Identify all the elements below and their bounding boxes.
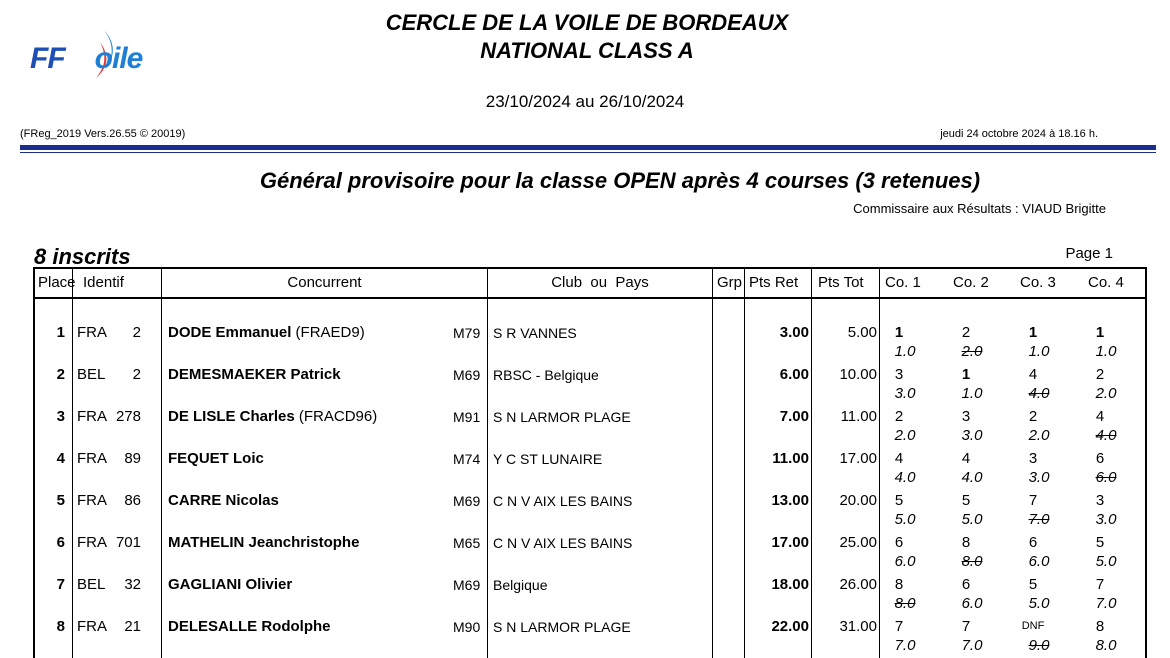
col-header-race-4: Co. 4 <box>1088 274 1124 291</box>
points-retained: 17.00 <box>771 534 809 551</box>
points-total: 11.00 <box>840 408 877 425</box>
race-points: 3.0 <box>961 427 983 444</box>
sail-number: 701 <box>115 534 141 551</box>
competitor-name: DEMESMAEKER Patrick <box>168 366 341 383</box>
club: S N LARMOR PLAGE <box>493 619 631 635</box>
class-title: NATIONAL CLASS A <box>480 38 694 63</box>
race-position: 3 <box>1028 450 1038 467</box>
sail-number: 89 <box>124 450 141 467</box>
logo-wordmark: FF oile <box>30 42 143 75</box>
points-total: 10.00 <box>839 366 877 383</box>
race-points: 6.0 <box>1095 469 1117 486</box>
sail-number: 21 <box>124 618 141 635</box>
race-position: 1 <box>1095 324 1105 341</box>
club: Belgique <box>493 577 548 593</box>
race-position: 1 <box>961 366 971 383</box>
club: S N LARMOR PLAGE <box>493 409 631 425</box>
competitor-name: MATHELIN Jeanchristophe <box>168 534 360 551</box>
race-points: 6.0 <box>894 553 916 570</box>
race-position: 8 <box>961 534 971 551</box>
sail-nation: FRA <box>77 324 107 341</box>
place: 5 <box>56 492 65 509</box>
race-position: 6 <box>961 576 971 593</box>
race-position: 4 <box>961 450 971 467</box>
sail-nation: BEL <box>77 576 106 593</box>
header-underline <box>35 297 1145 299</box>
race-position: 4 <box>1095 408 1105 425</box>
sail-number: 278 <box>115 408 141 425</box>
col-divider <box>72 269 73 658</box>
club: C N V AIX LES BAINS <box>493 535 633 551</box>
col-divider <box>487 269 488 658</box>
sail-nation: FRA <box>77 450 107 467</box>
sail-nation: FRA <box>77 534 107 551</box>
sail-nation: FRA <box>77 492 107 509</box>
race-position: 8 <box>1095 618 1105 635</box>
sail-nation: FRA <box>77 618 107 635</box>
col-divider <box>712 269 713 658</box>
race-points: 3.0 <box>1095 511 1117 528</box>
race-position: 2 <box>1095 366 1105 383</box>
sail-number: 2 <box>132 366 141 383</box>
competitor-name: DE LISLE Charles (FRACD96) <box>168 408 378 425</box>
page-number: Page 1 <box>1065 245 1113 262</box>
race-points: 7.0 <box>1028 511 1050 528</box>
race-points: 6.0 <box>1028 553 1050 570</box>
race-points: 8.0 <box>961 553 983 570</box>
race-position: 1 <box>1028 324 1038 341</box>
race-position: 6 <box>1028 534 1038 551</box>
points-total: 25.00 <box>839 534 877 551</box>
race-points: 4.0 <box>1028 385 1050 402</box>
race-position: 2 <box>894 408 904 425</box>
race-points: 1.0 <box>1028 343 1050 360</box>
race-points: 9.0 <box>1028 637 1050 654</box>
licence-id: (FRACD96) <box>294 408 378 425</box>
race-points: 8.0 <box>1095 637 1117 654</box>
col-header-concurrent: Concurrent <box>287 274 362 291</box>
race-position: 7 <box>1028 492 1038 509</box>
race-points: 3.0 <box>894 385 916 402</box>
race-points: 5.0 <box>1028 595 1050 612</box>
race-position: 5 <box>1095 534 1105 551</box>
race-position: 5 <box>894 492 904 509</box>
points-total: 17.00 <box>839 450 877 467</box>
category: M65 <box>453 535 481 551</box>
category: M91 <box>453 409 481 425</box>
points-retained: 6.00 <box>779 366 809 383</box>
points-retained: 18.00 <box>771 576 809 593</box>
race-points: 2.0 <box>894 427 916 444</box>
race-position: 5 <box>1028 576 1038 593</box>
col-header-pts-ret: Pts Ret <box>749 274 799 291</box>
report-title: Général provisoire pour la classe OPEN après 4 courses (3 retenues) <box>259 168 981 193</box>
race-position: 6 <box>1095 450 1105 467</box>
race-points: 7.0 <box>1095 595 1117 612</box>
race-points: 4.0 <box>1095 427 1117 444</box>
points-retained: 3.00 <box>779 324 809 341</box>
category: M69 <box>453 493 481 509</box>
points-retained: 22.00 <box>771 618 809 635</box>
competitor-name: FEQUET Loic <box>168 450 264 467</box>
col-divider <box>879 269 880 658</box>
points-retained: 7.00 <box>779 408 809 425</box>
race-points: 7.0 <box>894 637 916 654</box>
race-position: DNF <box>1021 620 1045 632</box>
race-position: 5 <box>961 492 971 509</box>
race-points: 4.0 <box>961 469 983 486</box>
sail-nation: BEL <box>77 366 106 383</box>
race-position: 4 <box>1028 366 1038 383</box>
race-position: 3 <box>1095 492 1105 509</box>
competitor-name: DODE Emmanuel (FRAED9) <box>168 324 365 341</box>
col-header-race-1: Co. 1 <box>885 274 921 291</box>
category: M79 <box>453 325 481 341</box>
sail-nation: FRA <box>77 408 107 425</box>
club: C N V AIX LES BAINS <box>493 493 633 509</box>
col-header-club: Club ou Pays <box>551 274 649 291</box>
place: 3 <box>56 408 65 425</box>
points-total: 26.00 <box>839 576 877 593</box>
category: M90 <box>453 619 481 635</box>
race-position: 2 <box>961 324 971 341</box>
race-points: 1.0 <box>1095 343 1117 360</box>
points-retained: 11.00 <box>772 450 809 467</box>
category: M69 <box>453 367 481 383</box>
race-points: 2.0 <box>1028 427 1050 444</box>
race-points: 5.0 <box>1095 553 1117 570</box>
race-position: 4 <box>894 450 904 467</box>
header-divider-thin <box>20 152 1156 153</box>
col-header-race-3: Co. 3 <box>1020 274 1056 291</box>
points-total: 20.00 <box>839 492 877 509</box>
competitor-name: DELESALLE Rodolphe <box>168 618 331 635</box>
points-total: 31.00 <box>839 618 877 635</box>
race-position: 7 <box>961 618 971 635</box>
entries-count: 8 inscrits <box>34 244 131 269</box>
race-points: 2.0 <box>1095 385 1117 402</box>
club: S R VANNES <box>493 325 577 341</box>
race-points: 3.0 <box>1028 469 1050 486</box>
race-position: 3 <box>894 366 904 383</box>
col-header-place: Place <box>38 274 76 291</box>
club: Y C ST LUNAIRE <box>493 451 603 467</box>
points-retained: 13.00 <box>771 492 809 509</box>
race-points: 2.0 <box>961 343 983 360</box>
col-header-race-2: Co. 2 <box>953 274 989 291</box>
event-dates: 23/10/2024 au 26/10/2024 <box>485 92 685 111</box>
sail-number: 2 <box>132 324 141 341</box>
race-points: 1.0 <box>961 385 983 402</box>
race-points: 5.0 <box>961 511 983 528</box>
place: 2 <box>56 366 65 383</box>
place: 1 <box>56 324 65 341</box>
category: M69 <box>453 577 481 593</box>
header-divider <box>20 145 1156 150</box>
commissaire: Commissaire aux Résultats : VIAUD Brigitte <box>853 201 1106 216</box>
results-table <box>33 267 1147 658</box>
race-points: 1.0 <box>894 343 916 360</box>
place: 6 <box>56 534 65 551</box>
race-position: 1 <box>894 324 904 341</box>
race-points: 8.0 <box>894 595 916 612</box>
points-total: 5.00 <box>847 324 877 341</box>
place: 7 <box>56 576 65 593</box>
category: M74 <box>453 451 481 467</box>
sail-number: 86 <box>124 492 141 509</box>
race-points: 4.0 <box>894 469 916 486</box>
race-position: 2 <box>1028 408 1038 425</box>
race-points: 6.0 <box>961 595 983 612</box>
race-position: 3 <box>961 408 971 425</box>
race-points: 7.0 <box>961 637 983 654</box>
software-version: (FReg_2019 Vers.26.55 © 20019) <box>20 128 186 140</box>
col-header-pts-tot: Pts Tot <box>818 274 864 291</box>
competitor-name: GAGLIANI Olivier <box>168 576 293 593</box>
sail-number: 32 <box>124 576 141 593</box>
race-points: 5.0 <box>894 511 916 528</box>
licence-id: (FRAED9) <box>291 324 365 341</box>
col-header-grp: Grp <box>717 274 743 291</box>
print-date: jeudi 24 octobre 2024 à 18.16 h. <box>940 128 1098 140</box>
event-title: CERCLE DE LA VOILE DE BORDEAUX <box>385 10 789 35</box>
col-header-identif: Identif <box>83 274 124 291</box>
race-position: 7 <box>1095 576 1105 593</box>
place: 4 <box>56 450 65 467</box>
place: 8 <box>56 618 65 635</box>
club: RBSC - Belgique <box>493 367 599 383</box>
race-position: 8 <box>894 576 904 593</box>
col-divider <box>161 269 162 658</box>
race-position: 6 <box>894 534 904 551</box>
race-position: 7 <box>894 618 904 635</box>
competitor-name: CARRE Nicolas <box>168 492 279 509</box>
